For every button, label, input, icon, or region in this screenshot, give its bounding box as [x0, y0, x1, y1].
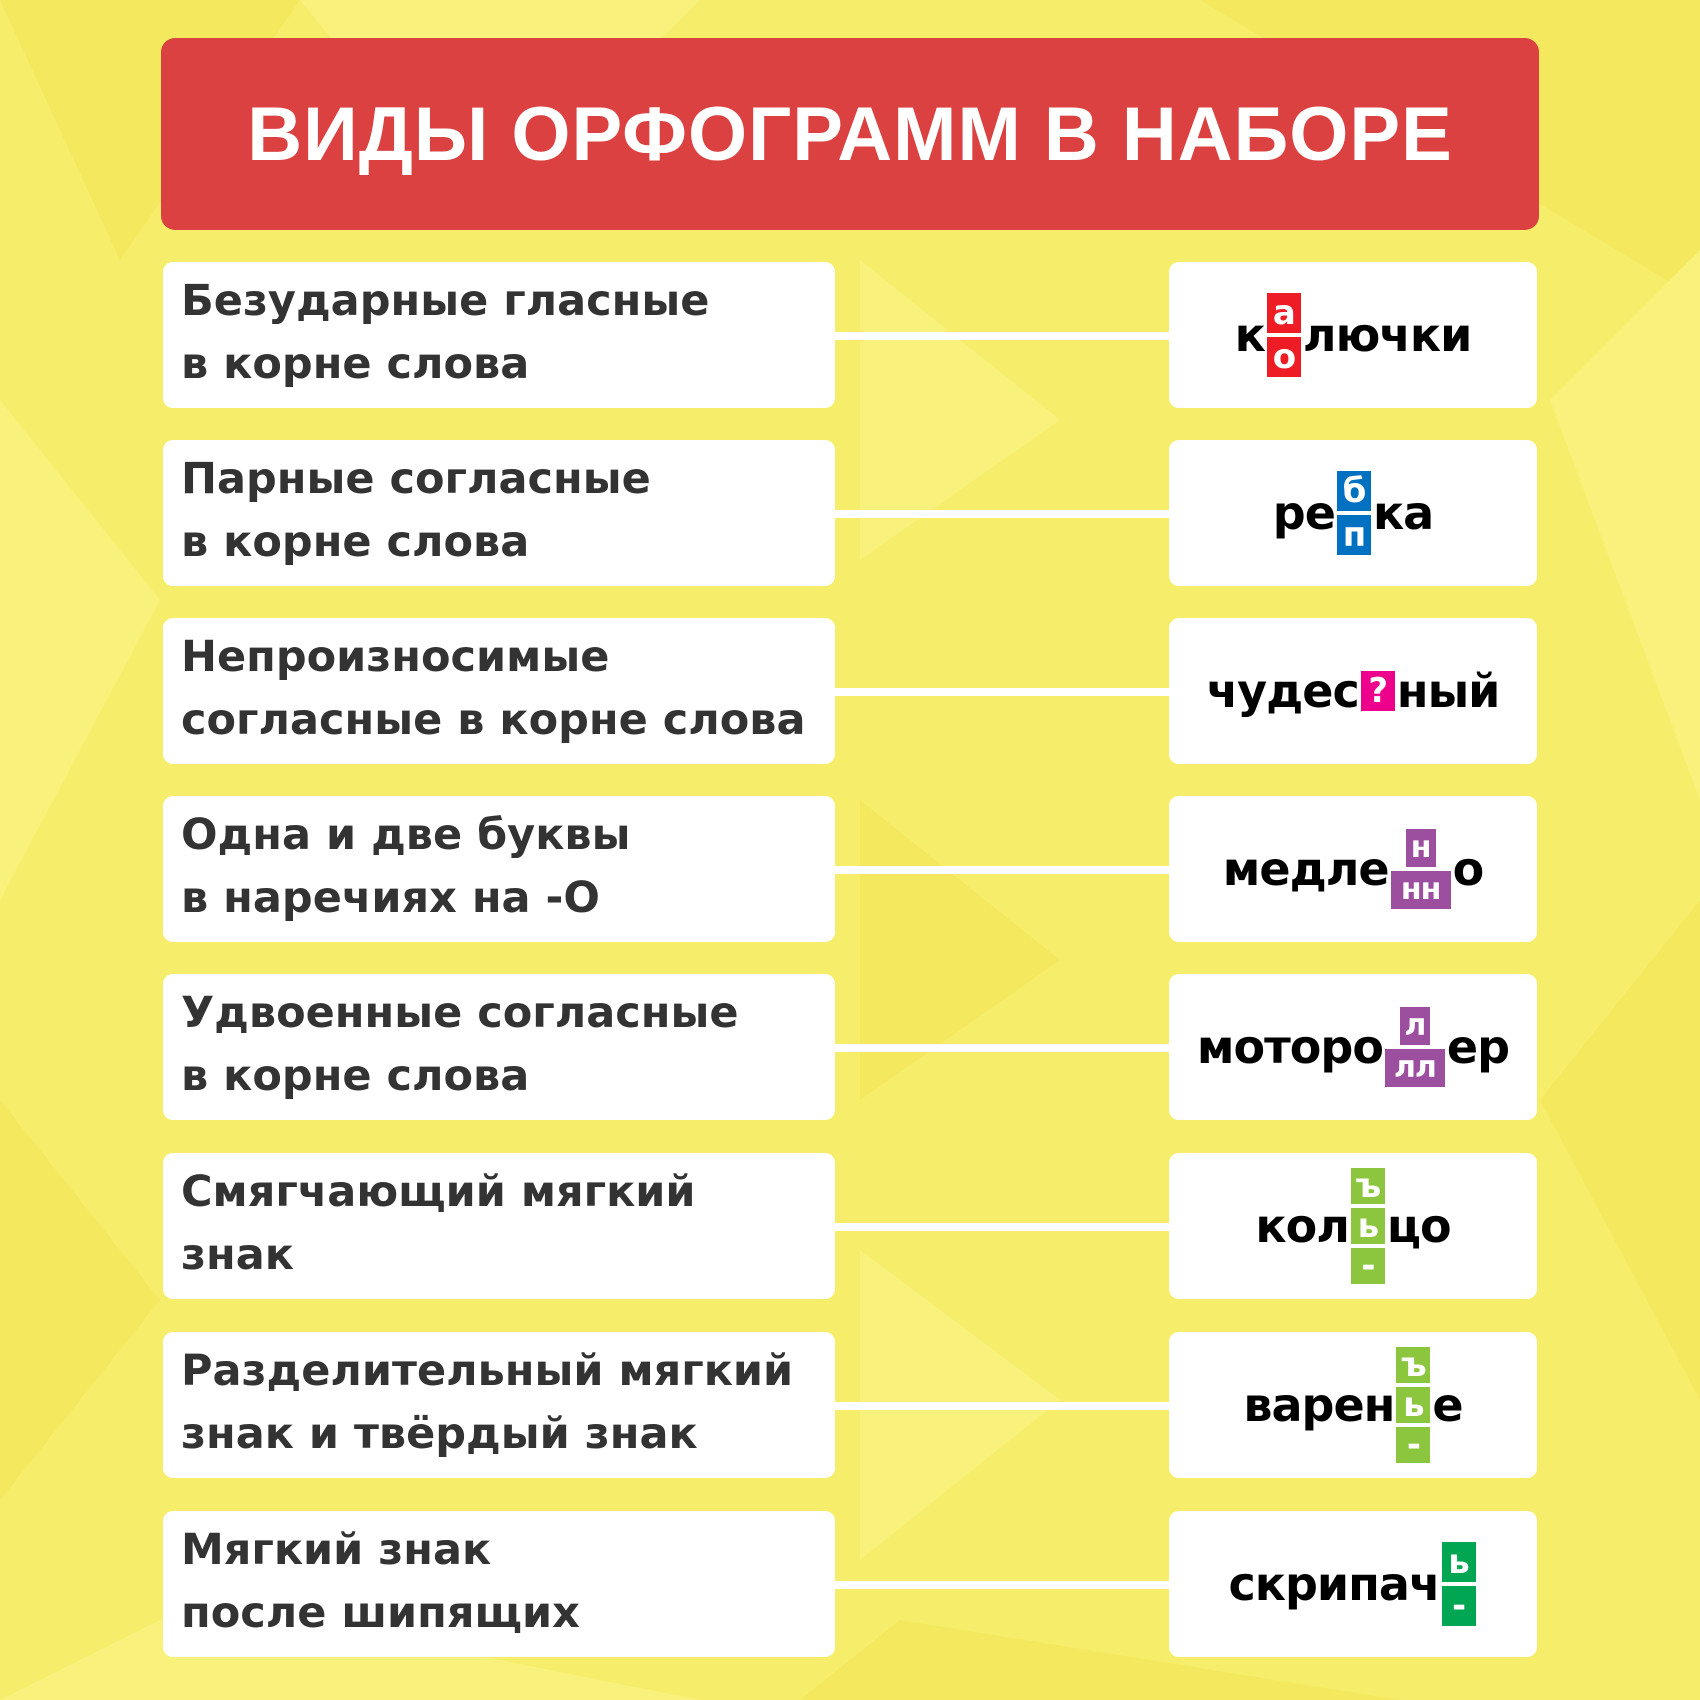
word-suffix: ер	[1446, 1020, 1510, 1074]
category-label-box	[163, 262, 835, 408]
variant-letter: п	[1337, 515, 1371, 555]
word-suffix: е	[1432, 1378, 1463, 1432]
word-suffix: цо	[1386, 1199, 1451, 1253]
example-word	[1255, 1166, 1450, 1286]
category-label-line: Смягчающий мягкий	[181, 1167, 696, 1217]
category-label-box	[163, 974, 835, 1120]
variant-letter: ъ	[1396, 1347, 1430, 1383]
category-label-line: знак и твёрдый знак	[181, 1409, 698, 1459]
connector-line	[830, 510, 1175, 518]
word-suffix: ка	[1372, 486, 1434, 540]
category-label-line: согласные в корне слова	[181, 695, 806, 745]
variant-letter: ъ	[1351, 1168, 1385, 1204]
word-suffix: лючки	[1302, 308, 1472, 362]
variant-letter: ь	[1351, 1208, 1385, 1244]
category-label-line: Мягкий знак	[181, 1525, 492, 1575]
variant-letter: а	[1267, 293, 1301, 333]
variant-letter: ь	[1396, 1387, 1430, 1423]
header-banner	[161, 38, 1539, 230]
connector-line	[830, 1044, 1175, 1052]
variant-letter: о	[1267, 337, 1301, 377]
variant-dash: -	[1442, 1586, 1476, 1626]
category-label-line: Удвоенные согласные	[181, 988, 739, 1038]
connector-line	[830, 1402, 1175, 1410]
list-item	[0, 796, 1700, 944]
example-word	[1197, 1005, 1509, 1089]
list-item	[0, 262, 1700, 410]
connector-line	[830, 866, 1175, 874]
variant-letter: нн	[1391, 871, 1451, 909]
example-box	[1169, 440, 1537, 586]
example-box	[1169, 618, 1537, 764]
category-label-line: в наречиях на -О	[181, 873, 600, 923]
word-prefix: скрипач	[1228, 1557, 1440, 1611]
question-mark-cell: ?	[1361, 671, 1395, 711]
word-prefix: моторо	[1196, 1020, 1383, 1074]
spelling-variants	[1361, 669, 1395, 713]
variant-dash: -	[1351, 1248, 1385, 1284]
example-word	[1223, 827, 1483, 911]
category-label-line: в корне слова	[181, 339, 530, 389]
spelling-variants	[1385, 1005, 1445, 1089]
category-label-box	[163, 440, 835, 586]
category-label-line: Разделительный мягкий	[181, 1346, 794, 1396]
example-box	[1169, 796, 1537, 942]
word-prefix: варен	[1243, 1378, 1395, 1432]
example-box	[1169, 262, 1537, 408]
category-label-line: знак	[181, 1230, 294, 1280]
list-item	[0, 1153, 1700, 1301]
example-word	[1273, 469, 1433, 557]
example-word	[1235, 291, 1472, 379]
example-box	[1169, 1511, 1537, 1657]
example-box	[1169, 1153, 1537, 1299]
word-prefix: кол	[1255, 1199, 1349, 1253]
list-item	[0, 618, 1700, 766]
list-item	[0, 1332, 1700, 1480]
word-prefix: к	[1234, 308, 1265, 362]
spelling-variants	[1267, 291, 1301, 379]
category-label-box	[163, 1511, 835, 1657]
category-label-line: Одна и две буквы	[181, 810, 631, 860]
list-item	[0, 974, 1700, 1122]
category-label-line: в корне слова	[181, 1051, 530, 1101]
example-word	[1243, 1345, 1462, 1465]
variant-dash: -	[1396, 1427, 1430, 1463]
variant-letter: ь	[1442, 1542, 1476, 1582]
variant-letter: н	[1406, 829, 1436, 867]
list-item	[0, 440, 1700, 588]
category-label-line: Парные согласные	[181, 454, 651, 504]
category-label-box	[163, 1332, 835, 1478]
spelling-variants	[1396, 1345, 1430, 1465]
spelling-variants	[1351, 1166, 1385, 1286]
category-label-line: в корне слова	[181, 517, 530, 567]
example-word	[1207, 664, 1500, 718]
spelling-variants	[1391, 827, 1451, 911]
category-label-box	[163, 796, 835, 942]
category-label-line: после шипящих	[181, 1588, 580, 1638]
example-word	[1228, 1540, 1477, 1628]
category-label-line: Безударные гласные	[181, 276, 710, 326]
variant-letter: лл	[1385, 1049, 1445, 1087]
word-suffix: ный	[1396, 664, 1500, 718]
variant-letter: л	[1400, 1007, 1430, 1045]
variant-letter: б	[1337, 471, 1371, 511]
word-prefix: ре	[1272, 486, 1335, 540]
connector-line	[830, 1581, 1175, 1589]
category-label-box	[163, 1153, 835, 1299]
category-label-line: Непроизносимые	[181, 632, 610, 682]
connector-line	[830, 1223, 1175, 1231]
word-prefix: чудес	[1206, 664, 1359, 718]
connector-line	[830, 332, 1175, 340]
example-box	[1169, 974, 1537, 1120]
spelling-variants	[1337, 469, 1371, 557]
page-title: ВИДЫ ОРФОГРАММ В НАБОРЕ	[247, 91, 1453, 177]
word-suffix: о	[1452, 842, 1484, 896]
word-prefix: медле	[1222, 842, 1389, 896]
category-label-box	[163, 618, 835, 764]
list-item	[0, 1511, 1700, 1659]
example-box	[1169, 1332, 1537, 1478]
connector-line	[830, 688, 1175, 696]
spelling-variants	[1442, 1540, 1476, 1628]
